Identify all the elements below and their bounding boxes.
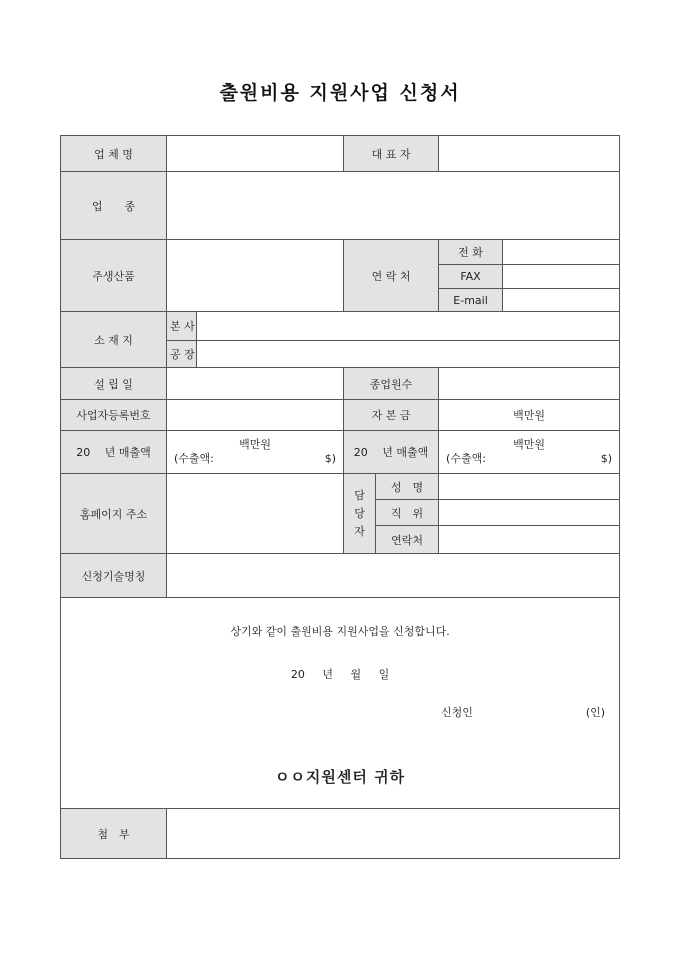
row-company bbox=[61, 136, 620, 172]
manager-position-label: 직 위 bbox=[376, 500, 439, 526]
company-name-field[interactable] bbox=[167, 136, 344, 172]
capital-field[interactable] bbox=[439, 400, 620, 431]
application-form-table bbox=[60, 135, 620, 859]
manager-char-1: 담 bbox=[354, 488, 365, 502]
factory-label: 공 장 bbox=[167, 341, 197, 368]
seal-label: (인) bbox=[585, 706, 606, 719]
manager-char-3: 자 bbox=[354, 524, 365, 538]
capital-unit: 백만원 bbox=[513, 409, 545, 422]
declaration-text: 상기와 같이 출원비용 지원사업을 신청합니다. bbox=[230, 625, 450, 638]
sales-1-dollar: $) bbox=[324, 452, 337, 465]
sales-2-unit: 백만원 bbox=[513, 438, 545, 451]
sales-2-field[interactable] bbox=[439, 431, 620, 474]
homepage-label: 홈페이지 주소 bbox=[61, 474, 167, 554]
sales-2-export bbox=[442, 452, 616, 466]
main-product-label: 주생산품 bbox=[61, 240, 167, 312]
head-office-label: 본 사 bbox=[167, 312, 197, 341]
declaration-date: 20 년 월 일 bbox=[290, 668, 390, 681]
email-label: E-mail bbox=[439, 289, 503, 312]
row-established bbox=[61, 368, 620, 400]
sales-1-label: 20 년 매출액 bbox=[61, 431, 167, 474]
fax-label: FAX bbox=[439, 265, 503, 289]
attachment-field[interactable] bbox=[167, 809, 620, 859]
tech-name-label: 신청기술명칭 bbox=[61, 554, 167, 598]
phone-label: 전 화 bbox=[439, 240, 503, 265]
row-tech-name bbox=[61, 554, 620, 598]
sales-1-unit: 백만원 bbox=[239, 438, 271, 451]
manager-name-label: 성 명 bbox=[376, 474, 439, 500]
employees-label: 종업원수 bbox=[344, 368, 439, 400]
industry-label: 업 종 bbox=[61, 172, 167, 240]
homepage-field[interactable] bbox=[167, 474, 344, 554]
email-field[interactable] bbox=[503, 289, 620, 312]
attachment-label: 첨 부 bbox=[61, 809, 167, 859]
contact-label: 연 락 처 bbox=[344, 240, 439, 312]
biz-reg-label: 사업자등록번호 bbox=[61, 400, 167, 431]
manager-name-field[interactable] bbox=[439, 474, 620, 500]
company-name-label: 업 체 명 bbox=[61, 136, 167, 172]
row-sales bbox=[61, 431, 620, 474]
industry-field[interactable] bbox=[167, 172, 620, 240]
location-label: 소 재 지 bbox=[61, 312, 167, 368]
biz-reg-field[interactable] bbox=[167, 400, 344, 431]
manager-position-field[interactable] bbox=[439, 500, 620, 526]
factory-field[interactable] bbox=[197, 341, 620, 368]
row-industry bbox=[61, 172, 620, 240]
fax-field[interactable] bbox=[503, 265, 620, 289]
row-declaration bbox=[61, 598, 620, 809]
row-attachment bbox=[61, 809, 620, 859]
manager-contact-field[interactable] bbox=[439, 526, 620, 554]
sales-1-field[interactable] bbox=[167, 431, 344, 474]
tech-name-field[interactable] bbox=[167, 554, 620, 598]
applicant-label: 신청인 bbox=[441, 706, 473, 719]
representative-field[interactable] bbox=[439, 136, 620, 172]
form-title: 출원비용 지원사업 신청서 bbox=[219, 82, 461, 104]
manager-label bbox=[344, 474, 376, 554]
sales-1-export-label: (수출액: bbox=[174, 452, 214, 465]
established-label: 설 립 일 bbox=[61, 368, 167, 400]
sales-2-label: 20 년 매출액 bbox=[344, 431, 439, 474]
sales-2-dollar: $) bbox=[600, 452, 613, 465]
row-head-office bbox=[61, 312, 620, 341]
row-homepage-name bbox=[61, 474, 620, 500]
phone-field[interactable] bbox=[503, 240, 620, 265]
row-biz-reg bbox=[61, 400, 620, 431]
head-office-field[interactable] bbox=[197, 312, 620, 341]
sales-2-export-label: (수출액: bbox=[446, 452, 486, 465]
manager-char-2: 당 bbox=[354, 506, 365, 520]
sales-1-export bbox=[170, 452, 340, 466]
declaration-area bbox=[61, 598, 620, 809]
row-product-phone bbox=[61, 240, 620, 265]
employees-field[interactable] bbox=[439, 368, 620, 400]
capital-label: 자 본 금 bbox=[344, 400, 439, 431]
manager-contact-label: 연락처 bbox=[376, 526, 439, 554]
representative-label: 대 표 자 bbox=[344, 136, 439, 172]
recipient-center: ㅇㅇ지원센터 귀하 bbox=[274, 768, 406, 786]
established-field[interactable] bbox=[167, 368, 344, 400]
main-product-field[interactable] bbox=[167, 240, 344, 312]
